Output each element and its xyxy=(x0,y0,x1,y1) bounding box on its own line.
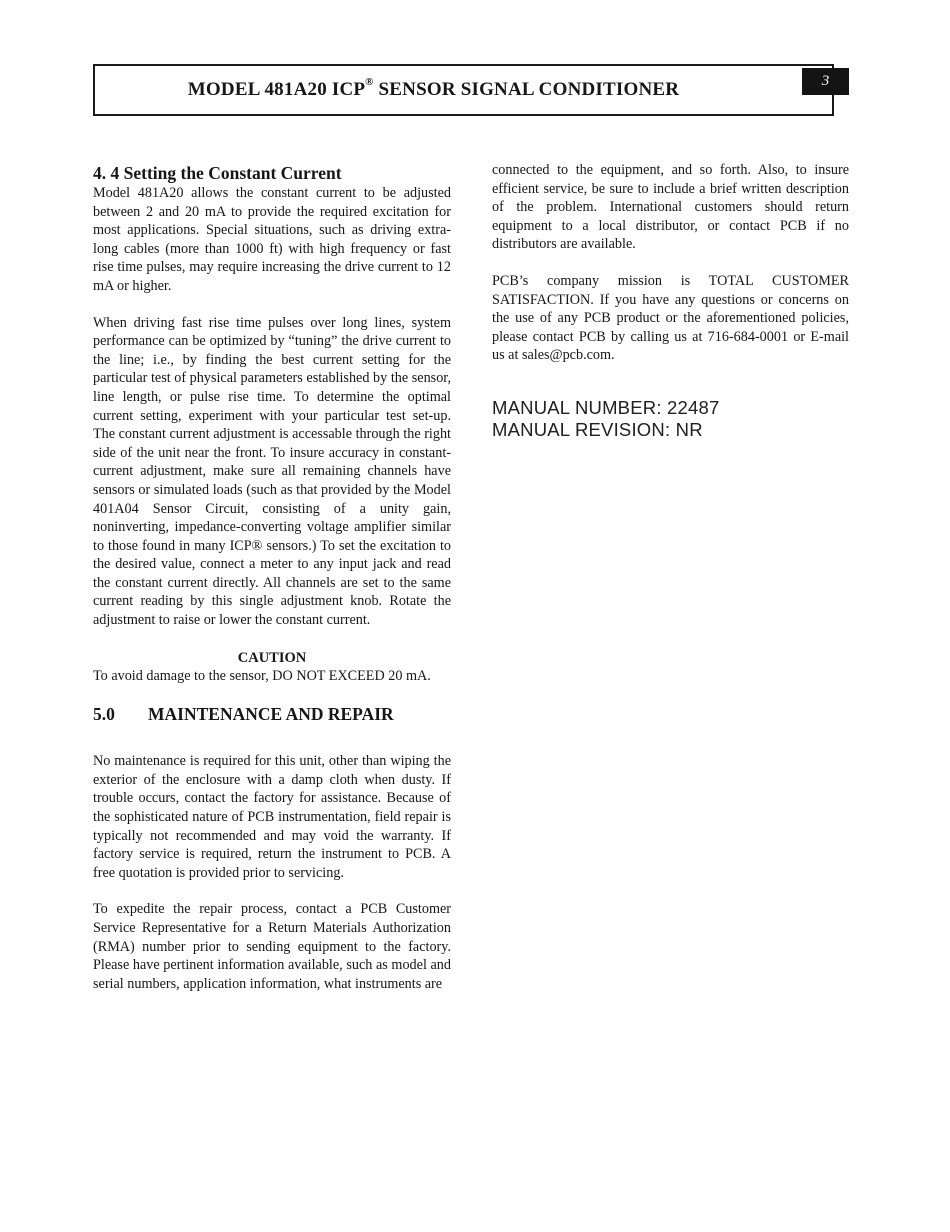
caution-text: To avoid damage to the sensor, DO NOT EXCEED 20 mA. xyxy=(93,667,431,684)
right-column xyxy=(492,161,849,441)
document-title: MODEL 481A20 ICP® SENSOR SIGNAL CONDITIONER xyxy=(187,76,680,100)
manual-revision: MANUAL REVISION: NR xyxy=(492,418,703,440)
section-4-4-heading: 4. 4 Setting the Constant Current xyxy=(93,163,342,183)
document-header xyxy=(93,64,834,116)
section-5-0-paragraph-2: To expedite the repair process, contact a PCB Customer Service Representative for a Return Materials Authorization (RMA) number prior to sending equipment to the factory. Please have pertinent information available, such as model and serial numbers, application information, what instruments are xyxy=(93,901,451,992)
caution-heading: CAUTION xyxy=(237,649,307,666)
section-5-0-paragraph-1: No maintenance is required for this unit, other than wiping the exterior of the enclosure with a damp cloth when dusty. If trouble occurs, contact the factory for assistance. Because of the sophisticated nature of PCB instrumentation, field repair is typically not recommended and may void the warranty. If factory service is required, return the instrument to PCB. A free quotation is provided prior to servicing. xyxy=(93,753,451,881)
left-column xyxy=(93,163,451,993)
section-5-0-heading: 5.0 MAINTENANCE AND REPAIR xyxy=(93,704,394,725)
section-5-0-paragraph-3: PCB’s company mission is TOTAL CUSTOMER SATISFACTION. If you have any questions or concerns on the use of any PCB product or the aforementioned policies, please contact PCB by calling us at 716-684-0001 or E-mail us at sales@pcb.com. xyxy=(492,272,849,364)
manual-info xyxy=(492,397,849,441)
section-5-0-paragraph-2-continued: connected to the equipment, and so forth. Also, to insure efficient service, be sure to include a brief written description of the problem. International customers should return equipment to a local distributor, or contact PCB if no distributors are available. xyxy=(492,162,849,253)
manual-number: MANUAL NUMBER: 22487 xyxy=(492,396,720,418)
section-4-4-paragraph-2: When driving fast rise time pulses over long lines, system performance can be optimized by “tuning” the drive current to the line; i.e., by finding the best current setting for the particular test of physical parameters established by the sensor, line length, or pulse rise time. To determine the optimal current setting, experiment with your particular test set-up. The constant current adjustment is accessable through the right side of the unit near the front. To insure accuracy in constant-current adjustment, make sure all remaining channels have sensors or simulated loads (such as that provided by the Model 401A04 Sensor Circuit, consisting of a unity gain, noninverting, impedance-converting voltage amplifier similar to those found in many ICP® sensors.) To set the excitation to the desired value, connect a meter to any input jack and read the constant current directly. All channels are set to the same current reading by this single adjustment knob. Rotate the adjustment to raise or lower the constant current. xyxy=(93,314,451,629)
section-4-4-paragraph-1: Model 481A20 allows the constant current to be adjusted between 2 and 20 mA to provide the required excitation for most applications. Special situations, such as driving extra-long cables (more than 1000 ft) with high frequency or fast rise time pulses, may require increasing the drive current to 12 mA or higher. xyxy=(93,185,451,294)
page-number-tab: 3 xyxy=(802,68,849,95)
